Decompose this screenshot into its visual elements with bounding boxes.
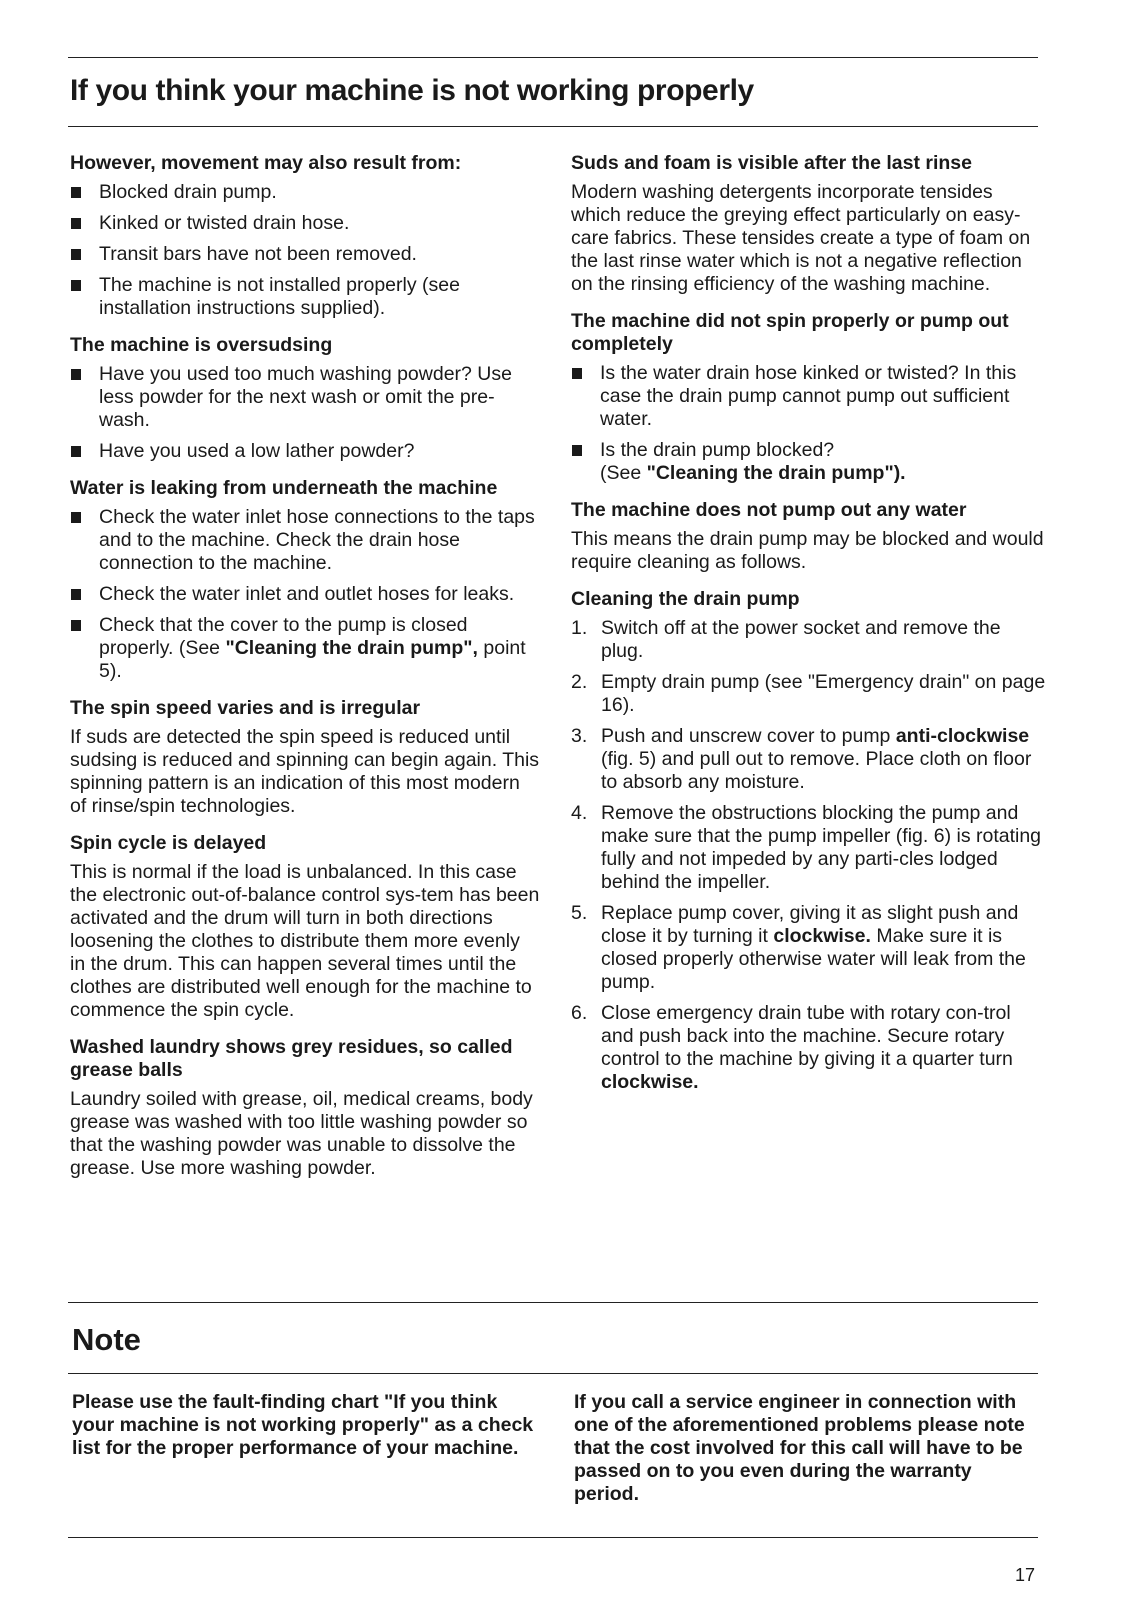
note-right-text: If you call a service engineer in connection with one of the aforementioned problems please note that the cost involved for this call will have to be passed on to you even during the warranty period. [574, 1391, 1025, 1505]
bullet-icon [572, 445, 582, 456]
bullet-icon [71, 512, 81, 523]
no-pump-section [571, 499, 1046, 574]
page-title: If you think your machine is not working properly [70, 74, 754, 107]
note-top-rule [68, 1302, 1038, 1303]
left-column [70, 152, 540, 1194]
list-item: Is the water drain hose kinked or twisted? In this case the drain pump cannot pump out sufficient water. [571, 362, 1046, 431]
no-pump-text: This means the drain pump may be blocked and would require cleaning as follows. [571, 528, 1044, 573]
page-number: 17 [1015, 1565, 1036, 1585]
spin-pump-heading: The machine did not spin properly or pump out completely [571, 310, 1009, 355]
list-item: Check the water inlet and outlet hoses for leaks. [70, 583, 540, 606]
spin-delayed-heading: Spin cycle is delayed [70, 832, 267, 854]
list-item: Blocked drain pump. [70, 181, 540, 204]
step-item: 1. Switch off at the power socket and remove the plug. [571, 617, 1001, 662]
bullet-icon [71, 280, 81, 291]
bullet-icon [71, 187, 81, 198]
cleaning-section [571, 588, 1046, 1094]
grease-text: Laundry soiled with grease, oil, medical creams, body grease was washed with too little washing powder so that the washing powder was unable to dissolve the grease. Use more washing powder. [70, 1088, 533, 1179]
grease-section [70, 1036, 540, 1180]
bullet-icon [572, 368, 582, 379]
cleaning-heading: Cleaning the drain pump [571, 588, 800, 610]
step-item: 3. Push and unscrew cover to pump anti-clockwise (fig. 5) and pull out to remove. Place cloth on floor to absorb any moisture. [571, 725, 1032, 793]
no-pump-heading: The machine does not pump out any water [571, 499, 967, 521]
spin-pump-section [571, 310, 1046, 485]
suds-section [571, 152, 1046, 296]
oversudsing-heading: The machine is oversudsing [70, 334, 333, 356]
title-rule [68, 126, 1038, 127]
list-item: Have you used a low lather powder? [70, 440, 540, 463]
bottom-rule [68, 1537, 1038, 1538]
note-left-text: Please use the fault-finding chart "If you think your machine is not working properly" as a check list for the proper performance of your machine. [72, 1391, 534, 1459]
spin-delayed-section [70, 832, 540, 1022]
step-item: 6. Close emergency drain tube with rotary con-trol and push back into the machine. Secure rotary control to the machine by giving it a quarter turn clockwise. [571, 1002, 1013, 1093]
list-item: The machine is not installed properly (see installation instructions supplied). [70, 274, 540, 320]
leaking-section [70, 477, 540, 683]
step-item: 4. Remove the obstructions blocking the pump and make sure that the pump impeller (fig. 6) is rotating fully and not impeded by any parti-cles lodged behind the impeller. [571, 802, 1042, 893]
list-item: Is the drain pump blocked? (See "Cleaning the drain pump"). [571, 439, 1046, 485]
top-rule [68, 57, 1038, 58]
suds-heading: Suds and foam is visible after the last rinse [571, 152, 972, 174]
bullet-icon [71, 446, 81, 457]
step-item: 2. Empty drain pump (see "Emergency drain" on page 16). [571, 671, 1046, 716]
spin-speed-heading: The spin speed varies and is irregular [70, 697, 421, 719]
bullet-icon [71, 218, 81, 229]
list-item: Have you used too much washing powder? Use less powder for the next wash or omit the pre-wash. [70, 363, 540, 432]
suds-text: Modern washing detergents incorporate tensides which reduce the greying effect particularly on easy-care fabrics. These tensides create a type of foam on the last rinse water which is not a negative reflection on the rinsing efficiency of the washing machine. [571, 181, 1031, 295]
spin-delayed-text: This is normal if the load is unbalanced. In this case the electronic out-of-balance control sys-tem has been activated and the drum will turn in both directions loosening the clothes to distribute them more evenly in the drum. This can happen several times until the clothes are distributed well enough for the machine to commence the spin cycle. [70, 861, 540, 1021]
grease-heading: Washed laundry shows grey residues, so called grease balls [70, 1036, 513, 1081]
oversudsing-section [70, 334, 540, 463]
list-item: Check the water inlet hose connections to the taps and to the machine. Check the drain hose connection to the machine. [70, 506, 540, 575]
list-item: Check that the cover to the pump is closed properly. (See "Cleaning the drain pump", point 5). [70, 614, 540, 683]
bullet-icon [71, 589, 81, 600]
note-title: Note [72, 1322, 141, 1357]
spin-speed-section [70, 697, 540, 818]
spin-speed-text: If suds are detected the spin speed is reduced until sudsing is reduced and spinning can begin again. This spinning pattern is an indication of this most modern of rinse/spin technologies. [70, 726, 540, 817]
right-column [571, 152, 1046, 1108]
bullet-icon [71, 249, 81, 260]
movement-heading: However, movement may also result from: [70, 152, 462, 174]
leaking-heading: Water is leaking from underneath the machine [70, 477, 498, 499]
step-item: 5. Replace pump cover, giving it as slight push and close it by turning it clockwise. Make sure it is closed properly otherwise water will leak from the pump. [571, 902, 1026, 993]
bullet-icon [71, 369, 81, 380]
movement-section [70, 152, 540, 320]
note-rule [68, 1373, 1038, 1374]
list-item: Kinked or twisted drain hose. [70, 212, 540, 235]
bullet-icon [71, 620, 81, 631]
list-item: Transit bars have not been removed. [70, 243, 540, 266]
